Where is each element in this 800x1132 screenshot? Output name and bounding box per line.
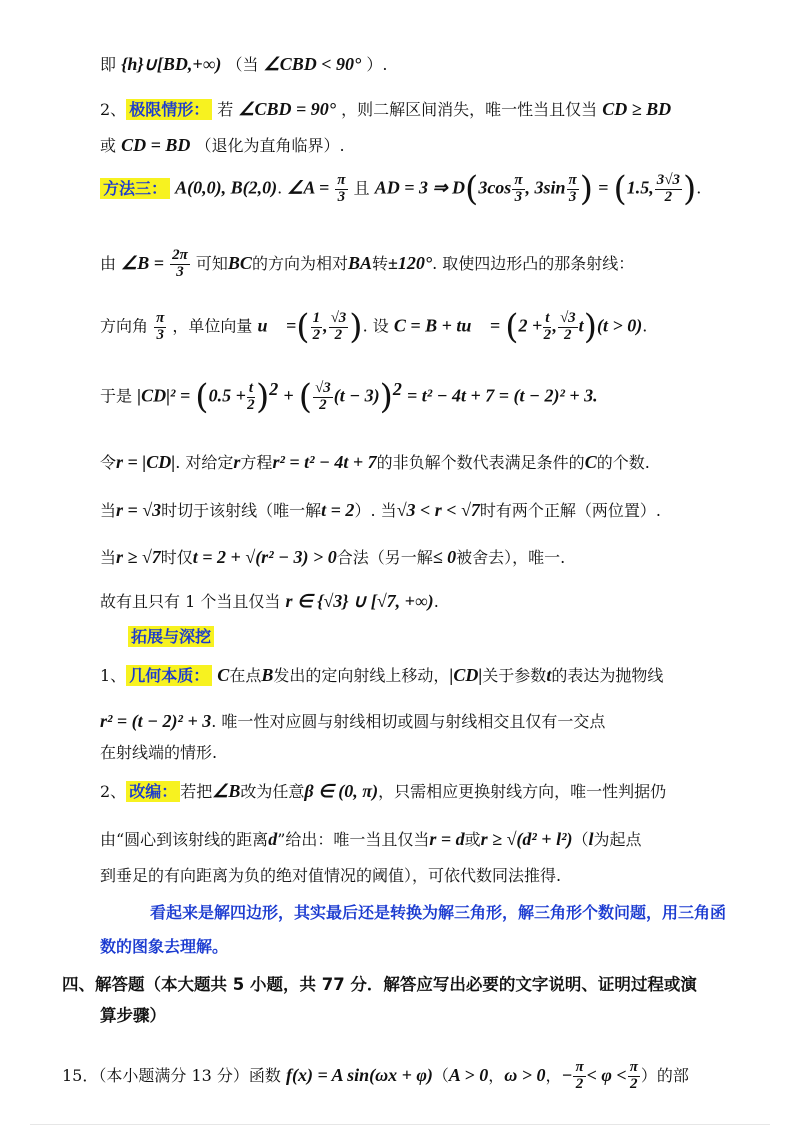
math-expr: |CD|² = <box>137 385 191 406</box>
text: 时切于该射线（唯一解 <box>161 501 322 520</box>
math-expr: f(x) = A sin(ωx + φ) <box>286 1064 433 1085</box>
text: 于是 <box>100 386 133 406</box>
text: 若把 <box>180 782 213 801</box>
text: 改为任意 <box>240 782 305 801</box>
math-expr: A > 0 <box>448 1064 489 1085</box>
math-expr: ∠B <box>212 781 241 801</box>
math-expr: A(0,0), B(2,0) <box>175 177 278 198</box>
line-18 <box>100 868 561 884</box>
numerator: 3√3 <box>656 171 680 188</box>
numerator: √3 <box>559 309 576 326</box>
text: 当 <box>100 501 117 520</box>
math-expr: ∠B = <box>121 252 165 273</box>
line-9 <box>100 501 661 519</box>
math-expr: ω > 0 <box>504 1064 546 1085</box>
text: ，则二解区间消失，唯一性当且仅当 <box>341 100 598 119</box>
highlight-tag: 极限情形： <box>126 99 212 120</box>
text: ”给出：唯一当且仅当 <box>277 830 430 849</box>
line-8 <box>100 453 650 471</box>
math-expr: t = 2 + √(r² − 3) > 0 <box>192 547 337 567</box>
denominator: 2 <box>334 326 343 343</box>
text: . <box>277 178 283 198</box>
denominator: 3 <box>514 188 523 205</box>
line-15 <box>100 745 217 761</box>
item-number: 2、 <box>100 100 127 119</box>
text: 为起点 <box>593 830 642 849</box>
text: （ <box>572 830 589 849</box>
math-expr: d <box>268 829 278 849</box>
fraction <box>154 311 166 344</box>
math-expr: 2 + <box>518 315 543 336</box>
line-13 <box>100 666 663 684</box>
text: . 设 <box>362 316 389 336</box>
math-expr: , <box>323 315 328 336</box>
line-5 <box>100 248 634 281</box>
denominator: 2 <box>247 396 255 413</box>
math-expr: + <box>283 385 294 406</box>
math-expr: − <box>561 1064 573 1085</box>
math-expr: t <box>546 665 552 685</box>
math-expr: (t > 0) <box>596 315 643 336</box>
section-heading-cont <box>100 1008 166 1025</box>
line-4-method-three: 方法三： A(0,0), B(2,0). ∠A = $\frac{\pi}{3}$ 且 AD = 3 ⇒ D(3cos $\frac{\pi}{3}$ , 3sin $\frac{\pi}{3}$ ) = (1.5, $\frac{3√3}{2}$ ). <box>100 172 701 206</box>
math-expr: < φ < <box>586 1064 627 1085</box>
math-expr: = t² − 4t + 7 = (t − 2)² + 3. <box>406 385 598 406</box>
text: 方程 <box>240 453 273 472</box>
fraction <box>573 1060 585 1093</box>
math-expr: u⃗ = <box>257 315 297 336</box>
fraction <box>329 311 349 344</box>
math-expr: 1.5, <box>626 177 654 198</box>
numerator: √3 <box>314 379 331 396</box>
line-6: 方向角 $\frac{\pi}{3}$ ，单位向量 u⃗ =( $\frac{1}{2}$ , $\frac{√3}{2}$ ). 设 C = B + tu⃗ = (2 + $\frac{t}{2}$ , $\frac{√3}{2}$ t)(t > 0). <box>100 307 648 347</box>
math-expr: {h}∪[BD,+∞) <box>121 54 222 74</box>
text: ， <box>545 1065 562 1085</box>
fraction <box>335 173 347 206</box>
text: 时仅 <box>160 548 193 567</box>
page-divider <box>30 1124 770 1125</box>
math-expr: 0.5 + <box>208 385 246 406</box>
denominator: 2 <box>319 396 327 413</box>
math-expr: C = B + tu⃗ = <box>393 315 501 336</box>
text: ，单位向量 <box>172 316 253 336</box>
section-title: 算步骤） <box>100 1006 166 1025</box>
math-expr: B <box>261 665 274 685</box>
comment-line-2 <box>100 939 228 955</box>
text: ）. 当 <box>354 501 397 520</box>
math-expr: β ∈ (0, π) <box>304 781 379 801</box>
text: （ <box>432 1065 449 1085</box>
math-expr: t <box>578 315 584 336</box>
math-expr: r² = t² − 4t + 7 <box>272 452 377 472</box>
text: 的方向为相对 <box>251 253 348 273</box>
comment-text: 数的图象去理解。 <box>100 937 229 956</box>
text: ）的部 <box>640 1065 689 1085</box>
text: 关于参数 <box>482 666 547 685</box>
line-10 <box>100 548 565 566</box>
math-expr: BC <box>227 252 252 273</box>
text: 可知 <box>195 253 228 273</box>
text: 转 <box>371 253 388 273</box>
text: ，只需相应更换射线方向，唯一性判据仍 <box>378 782 667 801</box>
text: 由 <box>100 253 117 273</box>
denominator: 2 <box>312 326 321 343</box>
numerator: π <box>514 171 523 188</box>
fraction <box>311 311 323 344</box>
item-number: 2、 <box>100 782 127 801</box>
math-expr: C <box>217 665 230 685</box>
math-expr: r ∈ {√3} ∪ [√7, +∞) <box>285 591 434 611</box>
item-number: 1、 <box>100 666 127 685</box>
math-expr: C <box>584 452 597 472</box>
text: 合法（另一解 <box>336 548 433 567</box>
comment-line-1 <box>150 905 726 921</box>
math-expr: ∠CBD < 90° <box>263 54 362 74</box>
text: 在点 <box>229 666 262 685</box>
math-expr: √3 < r < √7 <box>396 500 480 520</box>
math-expr: BA <box>347 252 372 273</box>
math-expr: ∠A = <box>287 177 330 198</box>
math-expr: (t − 3) <box>333 385 380 406</box>
text: 发出的定向射线上移动， <box>273 666 450 685</box>
text: 且 <box>353 178 370 198</box>
line-11 <box>100 592 439 610</box>
numerator: t <box>248 379 253 396</box>
numerator: π <box>629 1059 638 1075</box>
text: 即 <box>100 55 117 74</box>
fraction <box>512 173 524 206</box>
line-3 <box>100 136 345 154</box>
math-expr: CD = BD <box>121 135 191 155</box>
text: 故有且只有 1 个当且仅当 <box>100 592 281 611</box>
line-16 <box>100 782 666 800</box>
fraction <box>628 1060 640 1093</box>
math-expr: r ≥ √7 <box>116 547 161 567</box>
denominator: 3 <box>568 188 577 205</box>
fraction <box>170 248 190 281</box>
math-expr: r <box>233 452 241 472</box>
numerator: √3 <box>330 309 347 326</box>
text: . 取使四边形凸的那条射线： <box>432 253 635 273</box>
text: ， <box>488 1065 505 1085</box>
math-expr: |CD| <box>449 665 483 685</box>
section-title: 四、解答题（本大题共 5 小题，共 77 分．解答应写出必要的文字说明、证明过程或演 <box>62 975 697 994</box>
highlight-tag: 几何本质： <box>126 665 212 686</box>
fraction <box>567 173 579 206</box>
comment-text: 看起来是解四边形，其实最后还是转换为解三角形，解三角形个数问题，用三角函 <box>150 903 727 922</box>
question-15 <box>62 1060 689 1093</box>
highlight-tag: 拓展与深挖 <box>128 626 214 647</box>
numerator: π <box>337 171 346 188</box>
fraction <box>655 173 682 206</box>
math-expr: l <box>588 829 594 849</box>
line-7: 于是 |CD|² = (0.5 + $\frac{t}{2}$ )$^2$ + ( $\frac{√3}{2}$ (t − 3))$^2$ = t² − 4t + 7 = (t − 2)² + 3. <box>100 377 598 417</box>
math-expr: ≤ 0 <box>432 547 457 567</box>
numerator: t <box>545 309 550 326</box>
math-expr: t = 2 <box>321 500 355 520</box>
text: 令 <box>100 453 117 472</box>
math-expr: r = √3 <box>116 500 162 520</box>
fraction <box>313 381 333 414</box>
line-2 <box>100 100 671 118</box>
denominator: 2 <box>564 326 572 343</box>
text: . <box>696 178 702 198</box>
denominator: 3 <box>176 263 184 280</box>
math-expr: r = d <box>429 829 465 849</box>
numerator: 1 <box>312 309 321 326</box>
denominator: 2 <box>630 1075 638 1092</box>
text: （退化为直角临界）. <box>195 136 345 155</box>
math-expr: 3cos <box>478 177 512 198</box>
text: . 唯一性对应圆与射线相切或圆与射线相交且仅有一交点 <box>211 712 606 731</box>
text: . 对给定 <box>175 453 234 472</box>
text: . <box>433 592 439 611</box>
text: 或 <box>464 830 481 849</box>
math-expr: AD = 3 ⇒ D <box>374 177 466 198</box>
extension-heading <box>128 629 214 645</box>
fraction <box>247 381 255 414</box>
fraction <box>543 311 551 344</box>
highlight-tag: 改编： <box>126 781 180 802</box>
text: 方向角 <box>100 316 149 336</box>
line-1 <box>100 55 387 73</box>
text: . <box>642 316 648 336</box>
math-expr: CD ≥ BD <box>602 99 672 119</box>
numerator: π <box>575 1059 584 1075</box>
text: 的个数. <box>596 453 650 472</box>
numerator: 2π <box>172 247 188 263</box>
text: 的表达为抛物线 <box>551 666 664 685</box>
text: 若 <box>217 100 234 119</box>
numerator: π <box>156 309 165 326</box>
denominator: 2 <box>543 326 552 343</box>
text: 由“圆心到该射线的距离 <box>100 830 269 849</box>
text: ）. <box>366 55 388 74</box>
math-expr: r = |CD| <box>116 452 176 472</box>
math-expr: ±120° <box>387 252 433 273</box>
math-expr: r ≥ √(d² + l²) <box>480 829 573 849</box>
line-17 <box>100 830 642 848</box>
math-expr: r² = (t − 2)² + 3 <box>100 711 212 731</box>
denominator: 3 <box>337 188 346 205</box>
denominator: 3 <box>156 326 164 343</box>
line-14 <box>100 712 605 730</box>
text: 当 <box>100 548 117 567</box>
text: 时有两个正解（两位置）. <box>479 501 661 520</box>
highlight-tag: 方法三： <box>100 178 170 199</box>
math-expr: = <box>598 177 609 198</box>
math-expr: , 3sin <box>525 177 566 198</box>
text: （当 <box>226 55 259 74</box>
question-number: 15．（本小题满分 13 分）函数 <box>62 1065 281 1085</box>
fraction <box>558 311 578 344</box>
text: 到垂足的有向距离为负的绝对值情况的阈值），可依代数同法推得. <box>100 866 562 885</box>
text: 或 <box>100 136 117 155</box>
numerator: π <box>568 171 577 188</box>
section-heading <box>62 977 697 994</box>
text: 被舍去），唯一. <box>456 548 566 567</box>
denominator: 2 <box>575 1075 584 1092</box>
text: 在射线端的情形. <box>100 743 218 762</box>
math-expr: ∠CBD = 90° <box>238 99 337 119</box>
denominator: 2 <box>664 188 673 205</box>
text: 的非负解个数代表满足条件的 <box>376 453 585 472</box>
